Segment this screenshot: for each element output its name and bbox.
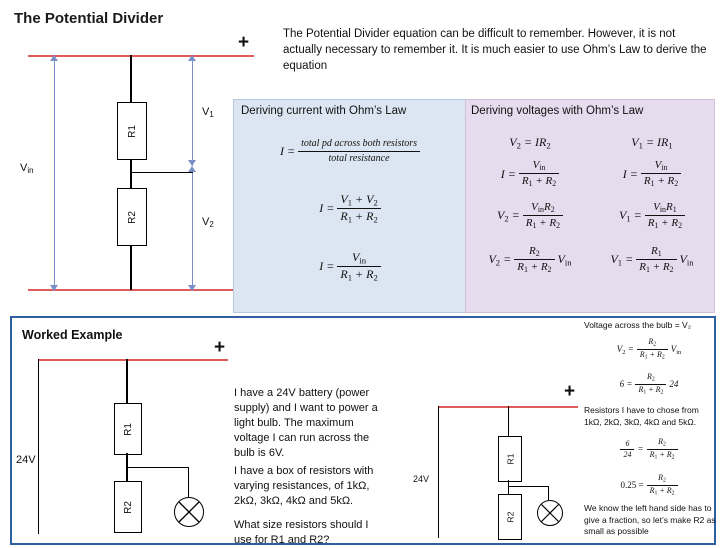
worked2-resistor-r2 xyxy=(498,494,522,540)
worked1-resistor-r1 xyxy=(114,403,142,455)
notes-line-2: Resistors I have to chose from 1kΩ, 2kΩ, 3kΩ, 4kΩ and 5kΩ. xyxy=(584,405,699,427)
wire-r2-to-bottom xyxy=(130,244,132,290)
bulb-symbol xyxy=(174,497,204,527)
v1-arrow-head-top xyxy=(188,55,196,61)
panel-deriving-current xyxy=(233,99,467,313)
worked1-positive-label: + xyxy=(214,337,226,358)
v2-eq-1: $V_2 = IR_2$ xyxy=(509,135,551,151)
supply-rail-bottom xyxy=(28,289,254,291)
worked2-tap-wire xyxy=(509,486,549,487)
v2-measure-line xyxy=(192,168,193,291)
current-eq-1: I = $\frac{\text{total pd across both resistors}}{\text{total resistance}}$ xyxy=(234,138,466,165)
worked1-supply-label: 24V xyxy=(16,454,36,466)
v1-eq-1: $V_1 = IR_1$ xyxy=(631,135,673,151)
notes-eq-2: 6 = $\frac{R_2}{R_1 + R_2}$ 24 xyxy=(619,372,679,396)
bulb-cross-icon xyxy=(175,498,203,526)
panel-deriving-voltage xyxy=(465,99,715,313)
vin-arrow-head-top xyxy=(50,55,58,61)
v2-arrow-head-bottom xyxy=(188,285,196,291)
worked1-supply-rail xyxy=(38,359,228,361)
worked2-r2-label: R2 xyxy=(505,511,515,523)
resistor-r1 xyxy=(117,102,147,160)
v1-label: $V_1$ xyxy=(202,106,214,120)
v1-eq-3: $V_1$ = $\frac{V_{in}R_1}{R_1 + R_2}$ xyxy=(592,194,712,238)
wire-top-to-r1 xyxy=(130,55,132,102)
positive-terminal-label: + xyxy=(238,32,250,53)
v2-label: $V_2$ xyxy=(202,216,214,230)
v2-eq-4: $V_2$ = $\frac{R_2}{R_1 + R_2}$ $V_{in}$ xyxy=(488,244,572,274)
v1-eq-4: $V_1$ = $\frac{R_1}{R_1 + R_2}$ $V_{in}$ xyxy=(610,244,694,274)
current-eq-3: I = $\frac{V_{in}}{R_1 + R_2}$ xyxy=(234,250,466,284)
v2-eq-3: $V_2$ = $\frac{V_{in}R_2}{R_1 + R_2}$ xyxy=(470,194,590,238)
page-title: The Potential Divider xyxy=(14,10,164,27)
worked1-resistor-r2 xyxy=(114,481,142,533)
worked-circuit-2 xyxy=(405,378,585,538)
supply-rail-top xyxy=(28,55,254,57)
resistor-r2-label: R2 xyxy=(126,210,138,224)
worked1-wire-top xyxy=(126,359,128,403)
worked1-r1-label: R1 xyxy=(122,422,134,436)
worked2-bulb-cross-icon xyxy=(538,501,562,525)
worked1-tap-wire xyxy=(127,467,189,468)
worked2-positive-label: + xyxy=(564,381,576,402)
worked1-left-wire xyxy=(38,359,39,534)
worked-para-2: I have a box of resistors with varying resistances, of 1kΩ, 2kΩ, 3kΩ, 4kΩ and 5kΩ. xyxy=(234,465,374,507)
worked1-r2-label: R2 xyxy=(122,500,134,514)
worked2-resistor-r1 xyxy=(498,436,522,482)
voltage-col-v1 xyxy=(592,132,712,282)
v1-eq-2: I = $\frac{V_{in}}{R_1 + R_2}$ xyxy=(592,154,712,194)
resistor-r1-label: R1 xyxy=(126,124,138,138)
panel-voltage-heading: Deriving voltages with Ohm’s Law xyxy=(471,105,644,117)
eq1-denominator: total resistance xyxy=(328,152,390,164)
worked2-wire-top xyxy=(508,406,509,436)
worked2-supply-label: 24V xyxy=(413,474,430,484)
notes-eq-4: 0.25 = $\frac{R_2}{R_1 + R_2}$ xyxy=(584,473,714,498)
notes-line-3: We know the left hand side has to give a fraction, so let’s make R2 as small as possible xyxy=(584,503,716,536)
worked2-bulb-wire xyxy=(548,486,549,500)
vin-label: $V_{in}$ xyxy=(20,162,34,176)
panel-current-heading: Deriving current with Ohm’s Law xyxy=(241,105,407,117)
junction-tap-wire xyxy=(131,172,193,173)
notes-line-1: Voltage across the bulb = V₂ xyxy=(584,320,692,330)
notes-eq-3: $\frac{6}{24}$ = $\frac{R_2}{R_1 + R_2}$ xyxy=(584,437,714,462)
vin-measure-line xyxy=(54,55,55,291)
eq1-numerator: total pd across both resistors xyxy=(298,138,420,152)
vin-arrow-head-bottom xyxy=(50,285,58,291)
worked2-bulb-symbol xyxy=(537,500,563,526)
wire-r1-to-r2 xyxy=(130,158,132,188)
v2-eq-2: I = $\frac{V_{in}}{R_1 + R_2}$ xyxy=(470,154,590,194)
worked-example-title: Worked Example xyxy=(22,328,123,342)
v1-measure-line xyxy=(192,55,193,166)
worked-para-3: What size resistors should I use for R1 and R2? xyxy=(234,519,369,546)
worked1-bulb-wire xyxy=(188,467,189,497)
notes-eq-1: $V_2$ = $\frac{R_2}{R_1 + R_2}$ $V_{in}$ xyxy=(616,337,682,361)
resistor-r2 xyxy=(117,188,147,246)
worked2-r1-label: R1 xyxy=(505,453,515,465)
voltage-col-v2 xyxy=(470,132,590,282)
worked2-left-wire xyxy=(438,406,439,538)
intro-text: The Potential Divider equation can be difficult to remember. However, it is not actually necessary to remember it. It is much easier to use Ohm’s Law to derive the equation xyxy=(283,28,707,72)
worked-para-1: I have a 24V battery (power supply) and I want to power a light bulb. The maximum voltage I can run across the bulb is 6V. xyxy=(234,387,378,459)
current-eq-2: I = $\frac{V_1 + V_2}{R_1 + R_2}$ xyxy=(234,192,466,226)
worked-circuit-1 xyxy=(16,336,231,536)
